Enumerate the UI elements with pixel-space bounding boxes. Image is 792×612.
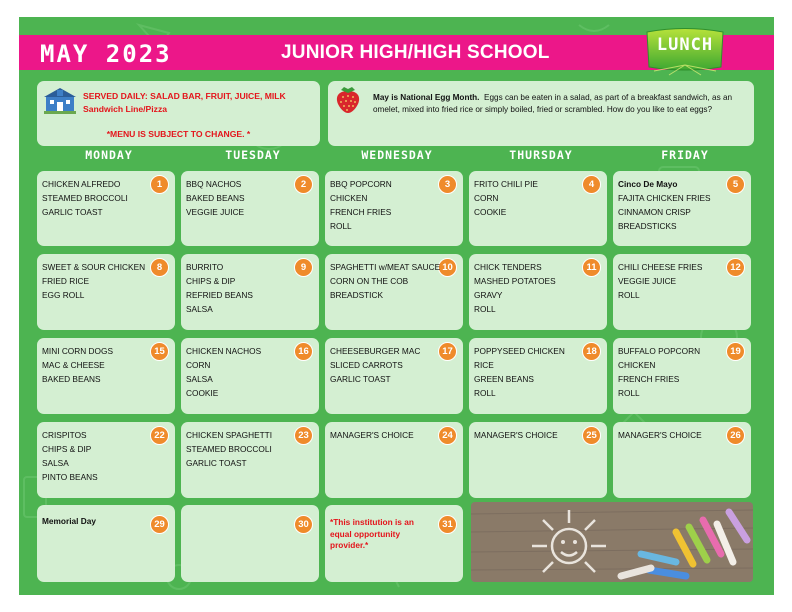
weekday-monday: MONDAY <box>85 148 133 162</box>
menu-item: BREADSTICKS <box>618 221 677 231</box>
menu-item: FRIED RICE <box>42 276 90 286</box>
egg-month-card <box>328 81 754 146</box>
day-number: 31 <box>438 515 457 534</box>
menu-item: SPAGHETTI w/MEAT SAUCE <box>330 262 441 272</box>
menu-items <box>330 177 392 233</box>
weekday-header <box>37 148 757 166</box>
menu-item: POPPYSEED CHICKEN <box>474 346 565 356</box>
menu-item: CINNAMON CRISP <box>618 207 691 217</box>
menu-item: EGG ROLL <box>42 290 85 300</box>
menu-items <box>618 177 711 233</box>
day-cell <box>469 338 607 414</box>
menu-item: SWEET & SOUR CHICKEN <box>42 262 146 272</box>
menu-item: FRENCH FRIES <box>618 374 680 384</box>
strawberry-icon <box>332 83 364 115</box>
menu-item: MINI CORN DOGS <box>42 346 113 356</box>
day-number: 1 <box>150 175 169 194</box>
menu-item: BBQ POPCORN <box>330 179 392 189</box>
egg-month-title: May is National Egg Month. <box>373 93 480 102</box>
day-cell <box>37 338 175 414</box>
menu-item-title: Memorial Day <box>42 516 96 526</box>
menu-items <box>618 428 702 442</box>
day-number: 23 <box>294 426 313 445</box>
day-cell <box>181 171 319 246</box>
menu-item: BUFFALO POPCORN <box>618 346 701 356</box>
menu-change-notice: *MENU IS SUBJECT TO CHANGE. * <box>106 129 251 139</box>
chalk-photo <box>471 502 753 582</box>
day-cell <box>469 254 607 330</box>
menu-item: CHICK TENDERS <box>474 262 542 272</box>
day-cell <box>469 171 607 246</box>
menu-item: ROLL <box>618 388 640 398</box>
menu-item: STEAMED BROCCOLI <box>42 193 128 203</box>
lunch-badge <box>644 27 726 77</box>
menu-item: MANAGER'S CHOICE <box>330 430 414 440</box>
menu-item: REFRIED BEANS <box>186 290 253 300</box>
menu-item: CORN ON THE COB <box>330 276 409 286</box>
day-cell <box>613 422 751 498</box>
menu-item: CORN <box>474 193 499 203</box>
menu-item-title: Cinco De Mayo <box>618 179 678 189</box>
menu-items <box>42 177 128 219</box>
day-number: 19 <box>726 342 745 361</box>
day-cell <box>469 422 607 498</box>
served-sandwich-line: Sandwich Line/Pizza <box>83 104 168 114</box>
school-title: JUNIOR HIGH/HIGH SCHOOL <box>281 42 550 63</box>
day-number: 15 <box>150 342 169 361</box>
chalk-photo-art <box>471 502 753 582</box>
menu-item: FRITO CHILI PIE <box>474 179 538 189</box>
weekday-thursday: THURSDAY <box>509 148 573 162</box>
day-cell <box>325 254 463 330</box>
day-number: 25 <box>582 426 601 445</box>
day-number: 3 <box>438 175 457 194</box>
served-daily-line: SERVED DAILY: SALAD BAR, FRUIT, JUICE, MILK <box>83 91 286 101</box>
menu-item: SALSA <box>186 304 213 314</box>
menu-page <box>19 17 774 595</box>
day-cell <box>181 254 319 330</box>
menu-item: BREADSTICK <box>330 290 384 300</box>
menu-items <box>330 260 440 302</box>
menu-item: ROLL <box>618 290 640 300</box>
menu-item: CHIPS & DIP <box>42 444 92 454</box>
menu-items <box>42 514 96 528</box>
day-number: 4 <box>582 175 601 194</box>
day-cell <box>181 422 319 498</box>
menu-item: BBQ NACHOS <box>186 179 242 189</box>
month-title: MAY 2023 <box>40 40 172 68</box>
menu-item: FRENCH FRIES <box>330 207 392 217</box>
menu-item: SLICED CARROTS <box>330 360 403 370</box>
day-cell <box>37 254 175 330</box>
day-cell <box>325 338 463 414</box>
menu-items <box>186 260 253 316</box>
menu-item: CORN <box>186 360 211 370</box>
day-cell <box>613 338 751 414</box>
menu-item: GREEN BEANS <box>474 374 534 384</box>
day-cell <box>325 171 463 246</box>
menu-item: COOKIE <box>186 388 219 398</box>
menu-items <box>42 344 113 386</box>
menu-item: RICE <box>474 360 494 370</box>
day-number: 10 <box>438 258 457 277</box>
day-number: 18 <box>582 342 601 361</box>
lunch-label: LUNCH <box>656 35 714 55</box>
day-cell <box>37 171 175 246</box>
menu-items <box>186 344 261 400</box>
menu-items <box>474 428 558 442</box>
menu-item: CHICKEN <box>618 360 656 370</box>
day-number: 24 <box>438 426 457 445</box>
day-cell <box>181 338 319 414</box>
day-number: 2 <box>294 175 313 194</box>
menu-items <box>330 428 414 442</box>
menu-item: CHILI CHEESE FRIES <box>618 262 703 272</box>
menu-items <box>618 260 702 302</box>
menu-item: BAKED BEANS <box>42 374 101 384</box>
menu-items <box>618 344 700 400</box>
menu-item: GARLIC TOAST <box>42 207 103 217</box>
menu-item: BURRITO <box>186 262 224 272</box>
menu-item: STEAMED BROCCOLI <box>186 444 272 454</box>
menu-item: VEGGIE JUICE <box>186 207 245 217</box>
menu-items <box>186 177 245 219</box>
menu-item: PINTO BEANS <box>42 472 98 482</box>
menu-item: ROLL <box>474 304 496 314</box>
menu-items <box>474 344 565 400</box>
menu-items <box>186 428 272 470</box>
menu-item: MANAGER'S CHOICE <box>618 430 702 440</box>
menu-item: ROLL <box>474 388 496 398</box>
menu-item: MASHED POTATOES <box>474 276 556 286</box>
menu-item: ROLL <box>330 221 352 231</box>
day-number: 12 <box>726 258 745 277</box>
menu-item: GARLIC TOAST <box>330 374 391 384</box>
menu-items <box>42 260 145 302</box>
day-number: 26 <box>726 426 745 445</box>
menu-item: CHICKEN ALFREDO <box>42 179 121 189</box>
day-number: 22 <box>150 426 169 445</box>
day-number: 8 <box>150 258 169 277</box>
day-number: 5 <box>726 175 745 194</box>
menu-items <box>330 344 420 386</box>
menu-item: COOKIE <box>474 207 507 217</box>
egg-month-body: Eggs can be eaten in a salad, as part of a breakfast sandwich, as an omelet, mixed into fried rice or simply boiled, fried or scrambled. How do you like to eat eggs? <box>373 93 733 114</box>
weekday-wednesday: WEDNESDAY <box>361 148 433 162</box>
menu-items <box>474 260 556 316</box>
school-icon <box>44 86 76 114</box>
day-cell <box>37 422 175 498</box>
weekday-tuesday: TUESDAY <box>225 148 281 162</box>
menu-items <box>42 428 98 484</box>
day-number: 16 <box>294 342 313 361</box>
day-cell <box>613 254 751 330</box>
menu-item: MAC & CHEESE <box>42 360 105 370</box>
menu-item: GRAVY <box>474 290 503 300</box>
day-cell <box>325 422 463 498</box>
served-daily-text <box>83 90 286 116</box>
menu-item: MANAGER'S CHOICE <box>474 430 558 440</box>
menu-item: VEGGIE JUICE <box>618 276 677 286</box>
menu-item: SALSA <box>186 374 213 384</box>
day-number: 30 <box>294 515 313 534</box>
day-cell <box>613 171 751 246</box>
weekday-friday: FRIDAY <box>661 148 709 162</box>
menu-item: GARLIC TOAST <box>186 458 247 468</box>
menu-items <box>474 177 538 219</box>
menu-item: CHIPS & DIP <box>186 276 236 286</box>
day-number: 17 <box>438 342 457 361</box>
served-daily-card <box>37 81 320 146</box>
menu-item: FAJITA CHICKEN FRIES <box>618 193 711 203</box>
menu-item: CHICKEN SPAGHETTI <box>186 430 273 440</box>
menu-item: BAKED BEANS <box>186 193 245 203</box>
menu-item: CHICKEN <box>330 193 368 203</box>
day-number: 29 <box>150 515 169 534</box>
equal-opportunity-notice: *This institution is an equal opportunity provider.* <box>330 517 414 550</box>
day-cell <box>325 505 463 582</box>
menu-item: SALSA <box>42 458 69 468</box>
day-cell <box>181 505 319 582</box>
egg-month-text <box>373 92 733 115</box>
menu-item: CRISPITOS <box>42 430 87 440</box>
day-cell <box>37 505 175 582</box>
day-number: 9 <box>294 258 313 277</box>
day-number: 11 <box>582 258 601 277</box>
menu-item: CHICKEN NACHOS <box>186 346 262 356</box>
menu-item: CHEESEBURGER MAC <box>330 346 421 356</box>
